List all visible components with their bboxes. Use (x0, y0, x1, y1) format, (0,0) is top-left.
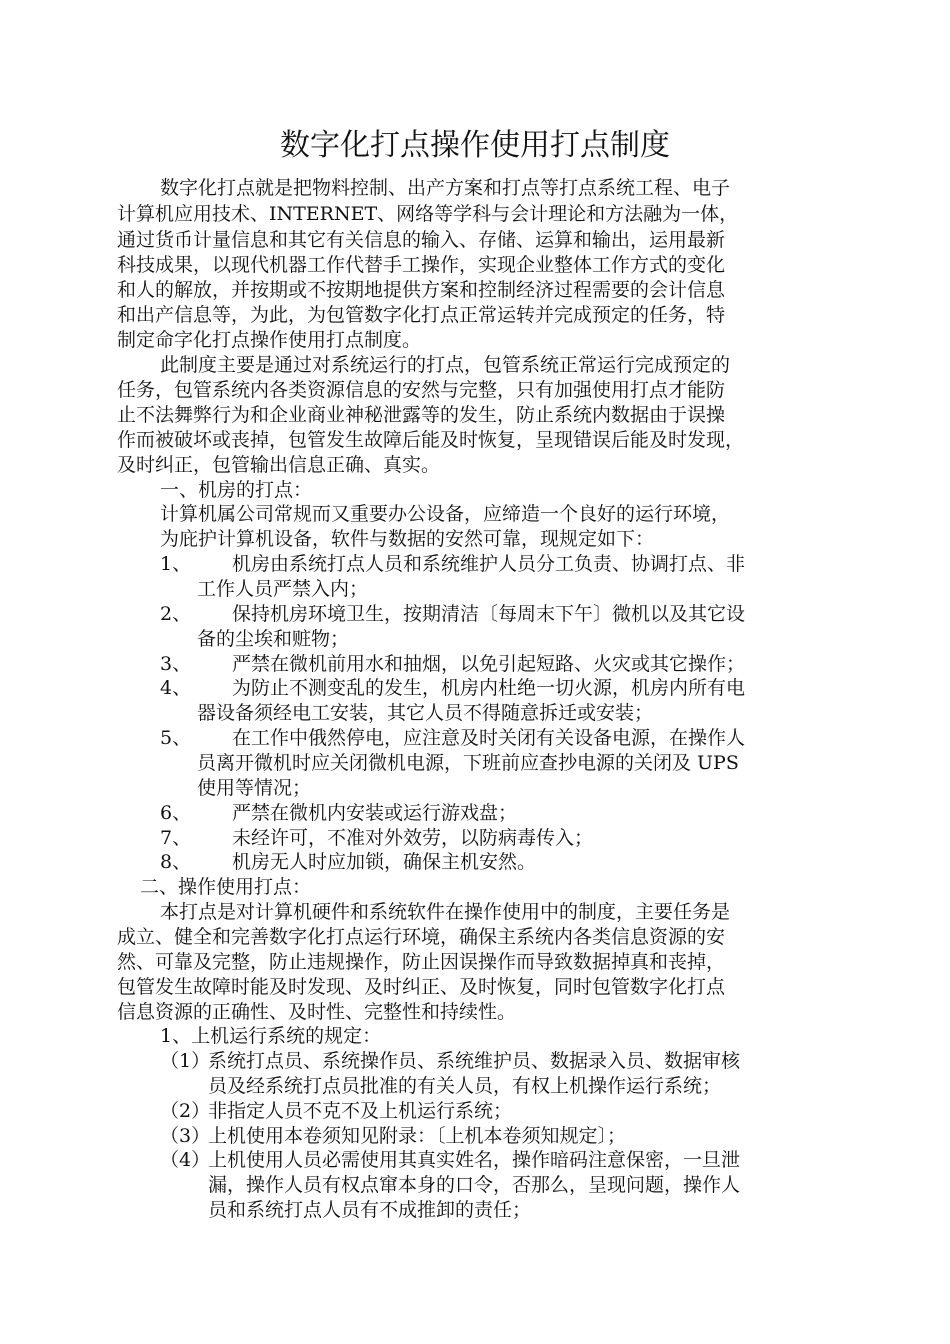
list-item-text: 器设备须经电工安装，其它人员不得随意拆迁或安装； (197, 702, 654, 724)
intro-line: 制定命字化打点操作使用打点制度。 (117, 329, 422, 351)
list-item-text: 保持机房环境卫生，按期清洁〔每周末下午〕微机以及其它设 (232, 603, 746, 625)
intro-line: 和人的解放，并按期或不按期地提供方案和控制经济过程需要的会计信息 (117, 279, 726, 301)
list-item-text: 未经许可，不准对外效劳，以防病毒传入； (232, 827, 594, 849)
document-title: 数字化打点操作使用打点制度 (280, 128, 670, 163)
section2-intro-line: 成立、健全和完善数字化打点运行环境，确保主系统内各类信息资源的安 (117, 926, 726, 948)
list-item-text: 员离开微机时应关闭微机电源，下班前应查抄电源的关闭及 UPS (197, 752, 739, 774)
section1-intro-line: 计算机属公司常规而又重要办公设备，应缔造一个良好的运行环境， (160, 503, 731, 525)
list-item-text: 上机使用本卷须知见附录：〔上机本卷须知规定〕； (208, 1125, 627, 1147)
list-item-text: 机房由系统打点人员和系统维护人员分工负责、协调打点、非 (232, 553, 746, 575)
list-item-text: 使用等情况； (197, 777, 312, 799)
section2-intro-line: 本打点是对计算机硬件和系统软件在操作使用中的制度，主要任务是 (160, 901, 731, 923)
section2-intro-line: 然、可靠及完整，防止违规操作，防止因误操作而导致数据掉真和丧掉， (117, 951, 726, 973)
purpose-line: 此制度主要是通过对系统运行的打点，包管系统正常运行完成预定的 (160, 354, 731, 376)
list-item-number: 6、 (160, 802, 192, 824)
list-item-text: 系统打点员、系统操作员、系统维护员、数据录入员、数据审核 (208, 1050, 741, 1072)
intro-line: 数字化打点就是把物料控制、出产方案和打点等打点系统工程、电子 (160, 177, 731, 199)
purpose-line: 及时纠正，包管输出信息正确、真实。 (117, 454, 441, 476)
list-item-text: 员和系统打点人员有不成推卸的责任； (208, 1199, 532, 1221)
list-item-number: 5、 (160, 727, 192, 749)
list-item-number: （1） (160, 1050, 211, 1072)
list-item-number: 3、 (160, 653, 192, 675)
section2-intro-line: 包管发生故障时能及时发现、及时纠正、及时恢复，同时包管数字化打点 (117, 976, 726, 998)
list-item-number: 2、 (160, 603, 192, 625)
intro-line: 科技成果，以现代机器工作代替手工操作，实现企业整体工作方式的变化 (117, 254, 726, 276)
list-item-number: 1、 (160, 553, 192, 575)
list-item-number: 8、 (160, 851, 192, 873)
section2-heading: 二、操作使用打点： (140, 876, 312, 898)
list-item-text: 漏，操作人员有权点窜本身的口令，否那么，呈现问题，操作人 (208, 1174, 741, 1196)
intro-line: 通过货币计量信息和其它有关信息的输入、存储、运算和输出，运用最新 (117, 229, 726, 251)
list-item-text: 非指定人员不克不及上机运行系统； (208, 1100, 513, 1122)
list-item-text: 严禁在微机前用水和抽烟，以免引起短路、火灾或其它操作； (232, 653, 746, 675)
list-item-number: （4） (160, 1149, 211, 1171)
list-item-number: （2） (160, 1100, 211, 1122)
section1-intro-line: 为庇护计算机设备，软件与数据的安然可靠，现规定如下： (160, 528, 655, 550)
list-item-number: 7、 (160, 827, 192, 849)
list-item-text: 机房无人时应加锁，确保主机安然。 (232, 851, 537, 873)
list-item-text: 在工作中俄然停电，应注意及时关闭有关设备电源，在操作人 (232, 727, 746, 749)
purpose-line: 作而被破坏或丧掉，包管发生故障后能及时恢复，呈现错误后能及时发现， (117, 429, 745, 451)
list-item-text: 员及经系统打点员批准的有关人员，有权上机操作运行系统； (208, 1075, 722, 1097)
purpose-line: 止不法舞弊行为和企业商业神秘泄露等的发生，防止系统内数据由于误操 (117, 404, 726, 426)
list-item-number: 4、 (160, 677, 192, 699)
purpose-line: 任务，包管系统内各类资源信息的安然与完整，只有加强使用打点才能防 (117, 379, 726, 401)
section2-intro-line: 信息资源的正确性、及时性、完整性和持续性。 (117, 1001, 517, 1023)
intro-line: 和出产信息等，为此，为包管数字化打点正常运转并完成预定的任务，特 (117, 304, 726, 326)
list-item-number: （3） (160, 1125, 211, 1147)
subsection1-heading: 1、上机运行系统的规定： (160, 1025, 382, 1047)
intro-line: 计算机应用技术、INTERNET、网络等学科与会计理论和方法融为一体， (117, 203, 739, 225)
list-item-text: 工作人员严禁入内； (197, 578, 369, 600)
list-item-text: 备的尘埃和赃物； (197, 628, 350, 650)
list-item-text: 为防止不测变乱的发生，机房内杜绝一切火源，机房内所有电 (232, 677, 746, 699)
list-item-text: 上机使用人员必需使用其真实姓名，操作暗码注意保密，一旦泄 (208, 1149, 741, 1171)
section1-heading: 一、机房的打点： (160, 479, 313, 501)
list-item-text: 严禁在微机内安装或运行游戏盘； (232, 802, 518, 824)
